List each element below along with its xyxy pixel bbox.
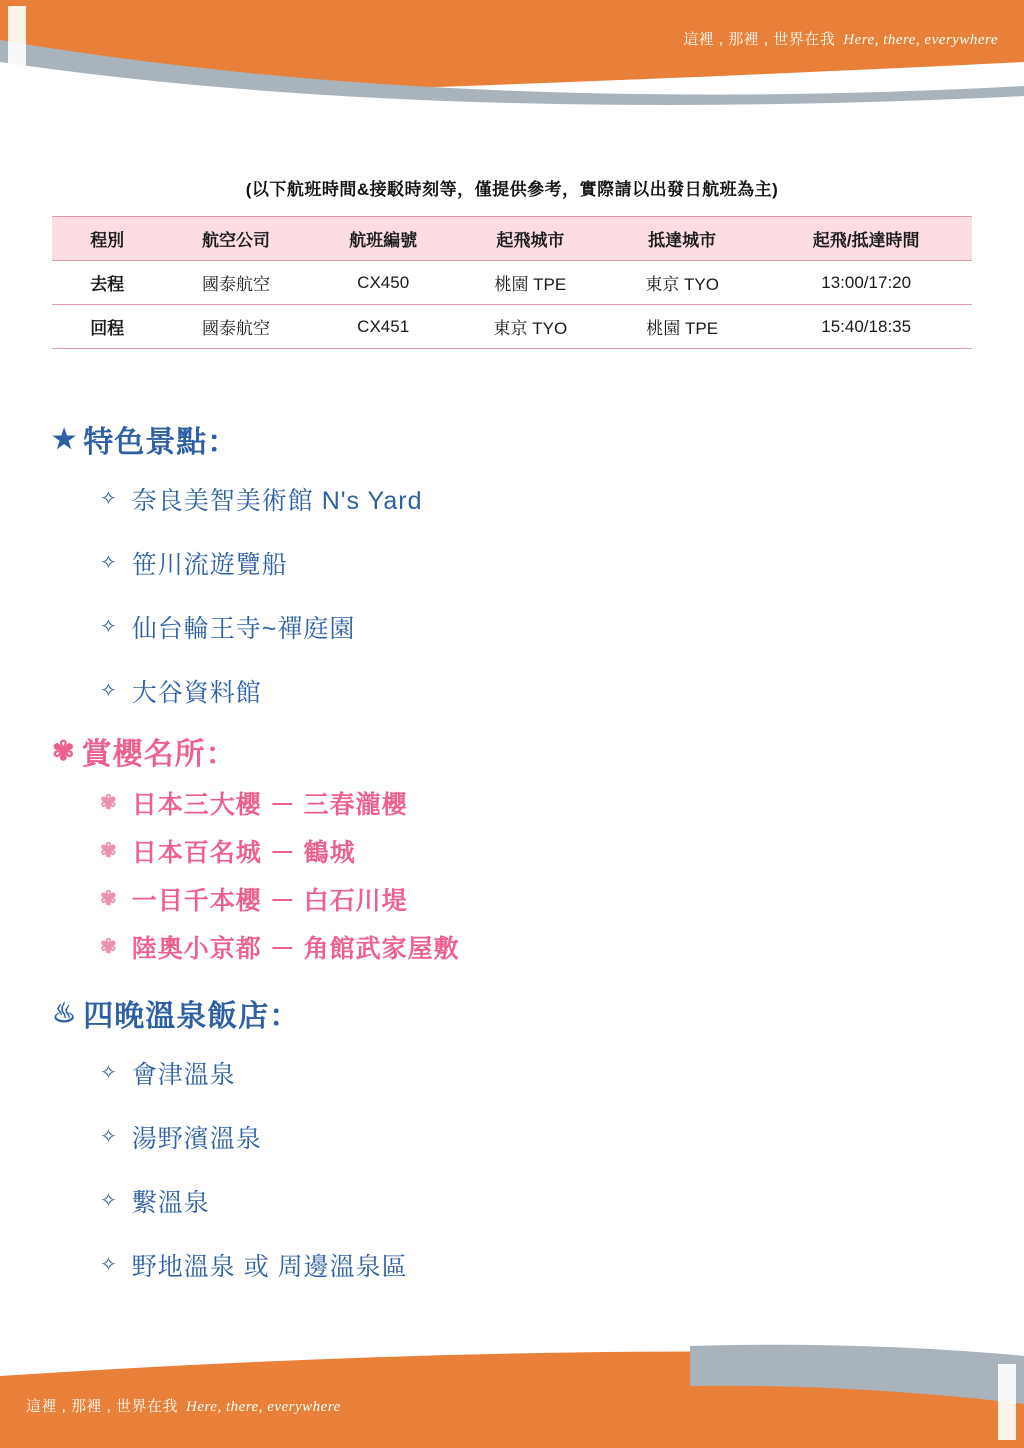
cell-flight-no: CX451 <box>310 305 457 349</box>
section-title: 四晚溫泉飯店： <box>83 1000 301 1033</box>
footer-tagline-en: Here, there, everywhere <box>186 1399 341 1415</box>
section-title: 特色景點： <box>83 426 239 459</box>
list-item <box>52 923 1024 971</box>
document-body <box>0 150 1024 1297</box>
col-header-to: 抵達城市 <box>604 217 760 261</box>
footer-tagline-zh: 這裡 , 那裡 , 世界在我 <box>26 1398 179 1415</box>
cell-flight-no: CX450 <box>310 261 457 305</box>
section-heading <box>52 991 1024 1035</box>
list-item-label: 一目千本櫻 － 白石川堤 <box>131 887 408 915</box>
diamond-bullet-icon: ✧ <box>100 616 118 638</box>
col-header-airline: 航空公司 <box>162 217 309 261</box>
sakura-bullet-icon: ✾ <box>100 840 118 862</box>
diamond-bullet-icon: ✧ <box>100 1254 118 1276</box>
list-item-label: 日本三大櫻 － 三春瀧櫻 <box>131 791 408 819</box>
list-item <box>52 659 1024 723</box>
section-heading <box>52 729 1024 773</box>
hotspring-list <box>52 1041 1024 1297</box>
list-item <box>52 1233 1024 1297</box>
diamond-bullet-icon: ✧ <box>100 488 118 510</box>
col-header-from: 起飛城市 <box>457 217 604 261</box>
highlight-sections <box>0 417 1024 1297</box>
diamond-bullet-icon: ✧ <box>100 680 118 702</box>
cell-from: 東京 TYO <box>457 305 604 349</box>
list-item-label: 奈良美智美術館 N's Yard <box>131 487 423 515</box>
list-item-label: 會津溫泉 <box>131 1061 236 1089</box>
cell-time: 15:40/18:35 <box>760 305 972 349</box>
section-heading <box>52 417 1024 461</box>
flight-notice: (以下航班時間&接駁時刻等，僅提供參考，實際請以出發日航班為主) <box>245 180 779 199</box>
footer-tagline <box>26 1395 341 1416</box>
list-item-label: 野地溫泉 或 周邊溫泉區 <box>131 1253 408 1281</box>
hotspring-icon: ♨ <box>52 997 78 1028</box>
page-header <box>0 0 1024 110</box>
sakura-icon: ✾ <box>52 735 76 766</box>
list-item-label: 陸奧小京都 － 角館武家屋敷 <box>131 935 460 963</box>
attraction-list <box>52 467 1024 723</box>
cell-leg: 去程 <box>52 261 162 305</box>
sakura-list <box>52 779 1024 971</box>
list-item <box>52 595 1024 659</box>
section-featured-attractions <box>52 417 1024 723</box>
list-item <box>52 531 1024 595</box>
cell-from: 桃園 TPE <box>457 261 604 305</box>
list-item <box>52 779 1024 827</box>
header-tagline-en: Here, there, everywhere <box>843 32 998 48</box>
cell-to: 東京 TYO <box>604 261 760 305</box>
col-header-time: 起飛/抵達時間 <box>760 217 972 261</box>
cell-to: 桃園 TPE <box>604 305 760 349</box>
diamond-bullet-icon: ✧ <box>100 552 118 574</box>
footer-decoration <box>0 1328 1024 1448</box>
col-header-flight-no: 航班編號 <box>310 217 457 261</box>
list-item-label: 日本百名城 － 鶴城 <box>131 839 356 867</box>
diamond-bullet-icon: ✧ <box>100 1190 118 1212</box>
list-item <box>52 827 1024 875</box>
sakura-bullet-icon: ✾ <box>100 888 118 910</box>
section-title: 賞櫻名所： <box>81 738 237 771</box>
list-item <box>52 1105 1024 1169</box>
sakura-bullet-icon: ✾ <box>100 936 118 958</box>
list-item <box>52 1041 1024 1105</box>
section-hotsprings-hotels <box>52 991 1024 1297</box>
col-header-leg: 程別 <box>52 217 162 261</box>
table-header-row <box>52 217 972 261</box>
list-item <box>52 1169 1024 1233</box>
list-item <box>52 875 1024 923</box>
table-row <box>52 261 972 305</box>
cell-airline: 國泰航空 <box>162 305 309 349</box>
list-item-label: 仙台輪王寺~禪庭園 <box>131 615 356 643</box>
page-footer <box>0 1328 1024 1448</box>
list-item <box>52 467 1024 531</box>
list-item-label: 繫溫泉 <box>131 1189 210 1217</box>
section-cherry-blossom-spots <box>52 729 1024 971</box>
header-tagline <box>683 28 998 49</box>
list-item-label: 笹川流遊覽船 <box>131 551 288 579</box>
spacer <box>52 971 1024 991</box>
list-item-label: 湯野濱溫泉 <box>131 1125 262 1153</box>
star-icon: ★ <box>52 423 78 454</box>
list-item-label: 大谷資料館 <box>131 679 262 707</box>
table-row <box>52 305 972 349</box>
diamond-bullet-icon: ✧ <box>100 1062 118 1084</box>
diamond-bullet-icon: ✧ <box>100 1126 118 1148</box>
flight-table-area <box>0 216 1024 349</box>
sakura-bullet-icon: ✾ <box>100 792 118 814</box>
cell-time: 13:00/17:20 <box>760 261 972 305</box>
header-tagline-zh: 這裡 , 那裡 , 世界在我 <box>683 31 836 48</box>
header-decoration <box>0 0 1024 110</box>
flight-table <box>52 216 972 349</box>
cell-leg: 回程 <box>52 305 162 349</box>
cell-airline: 國泰航空 <box>162 261 309 305</box>
